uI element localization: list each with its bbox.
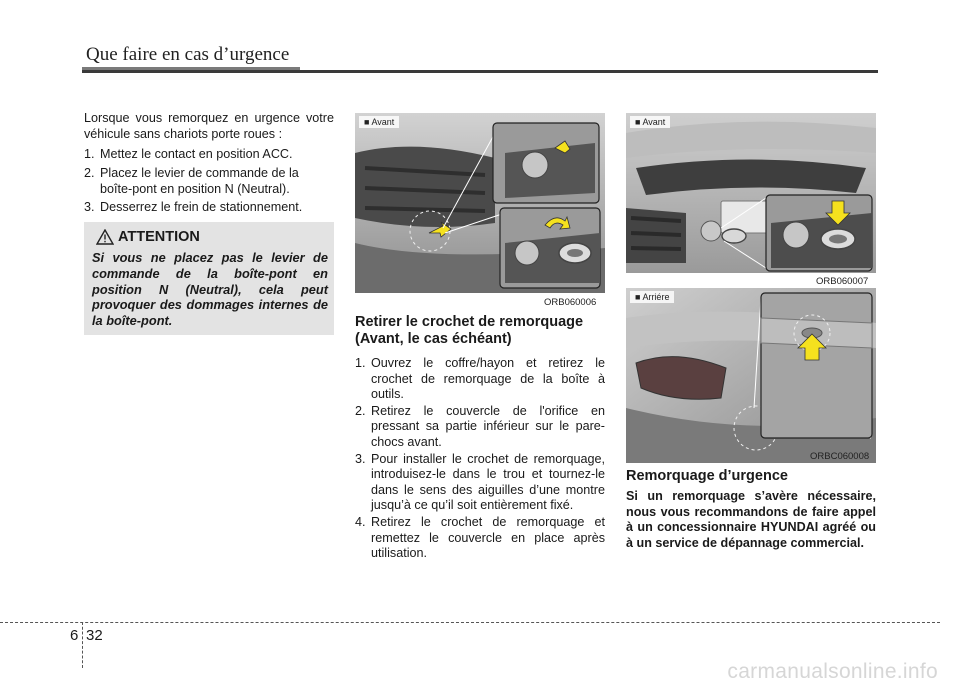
step-text: Placez le levier de commande de la boîte-pont en position N (Neutral).: [100, 165, 299, 196]
step-number: 2.: [84, 165, 95, 180]
footer-divider: [82, 622, 83, 668]
intro-step: [84, 146, 334, 162]
attention-title: ATTENTION: [118, 229, 200, 245]
step-text: Retirez le crochet de remorquage et remettez le couvercle en place après utilisation.: [371, 514, 605, 561]
figure-code: ORB060007: [816, 276, 869, 287]
step-number: 1.: [355, 356, 366, 370]
emergency-title: Remorquage d’urgence: [626, 468, 788, 484]
emergency-body: Si un remorquage s’avère nécessaire, nous vous recommandons de faire appel à un concessionnaire HYUNDAI agréé ou à un service de dépannage commercial.: [626, 489, 876, 550]
step-number: 3.: [84, 200, 95, 215]
hook-step: [355, 515, 605, 562]
watermark: carmanualsonline.info: [727, 660, 938, 683]
hook-section: [355, 314, 605, 563]
intro-steps: [84, 146, 334, 215]
footer-rule: [0, 622, 940, 623]
step-number: 1.: [84, 147, 95, 162]
step-text: Desserrez le frein de stationnement.: [100, 200, 303, 215]
emergency-section: [626, 468, 876, 551]
intro-column: [84, 110, 334, 217]
page-number: 32: [86, 627, 103, 644]
step-text: Pour installer le crochet de remorquage, introduisez-le dans le trou et tournez-le dans le sens des aiguilles d’une montre jusqu’à ce qu’il soit entièrement fixé.: [371, 451, 605, 513]
chapter-number: 6: [70, 627, 79, 644]
step-text: Ouvrez le coffre/hayon et retirez le crochet de remorquage de la boîte à outils.: [371, 356, 605, 402]
figure-label: ■ Avant: [630, 116, 670, 128]
hook-step: [355, 452, 605, 514]
warning-triangle-icon: [96, 229, 114, 245]
figure-code: ORB060006: [544, 297, 597, 308]
step-number: 4.: [355, 514, 366, 529]
hook-section-title: Retirer le crochet de remorquage (Avant, le cas échéant): [355, 314, 584, 347]
intro-text: Lorsque vous remorquez en urgence votre véhicule sans chariots porte roues :: [84, 111, 334, 142]
hook-step: [355, 356, 605, 403]
intro-step: [84, 199, 334, 215]
header-rule: [82, 70, 878, 73]
page-header-title: Que faire en cas d’urgence: [86, 44, 290, 65]
attention-box: [84, 222, 334, 335]
step-text: Retirez le couvercle de l'orifice en pressant sa partie inférieur sur le pare-chocs avant.: [371, 403, 605, 449]
attention-body: Si vous ne placez pas le levier de commande de la boîte-pont en position N (Neutral), cela peut provoquer des dommages internes de la boîte-pont.: [92, 250, 328, 329]
step-text: Mettez le contact en position ACC.: [100, 147, 293, 162]
figure-front-hook-photo: [355, 113, 605, 293]
hook-steps: [355, 356, 605, 562]
front-grille-illustration: [626, 113, 876, 273]
figure-code: ORBC060008: [810, 451, 870, 462]
figure-label: ■ Arriére: [630, 291, 674, 303]
intro-step: [84, 165, 334, 197]
figure-label: ■ Avant: [359, 116, 399, 128]
hook-step: [355, 404, 605, 451]
figure-front-towpoint-photo: [626, 113, 876, 273]
front-bumper-illustration: [355, 113, 605, 293]
step-number: 2.: [355, 403, 366, 418]
rear-bumper-illustration: [626, 288, 876, 463]
figure-rear-towpoint-photo: [626, 288, 876, 463]
step-number: 3.: [355, 451, 366, 466]
